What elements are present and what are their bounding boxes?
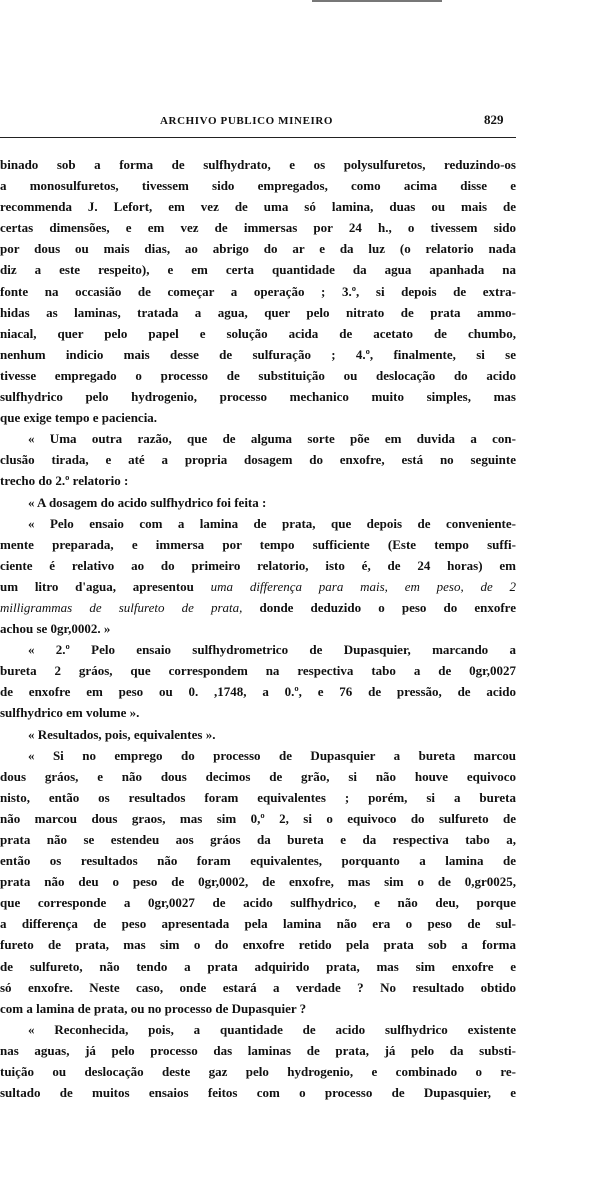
text-line: hidas as laminas, tratada a agua, quer pelo nitrato de prata ammo- (0, 304, 516, 320)
text-line: tivesse empregado o processo de substituição ou deslocação do acido (0, 367, 516, 383)
text-line: binado sob a forma de sulfhydrato, e os polysulfuretos, reduzindo-os (0, 157, 516, 172)
text-line: « Si no emprego do processo de Dupasquier a bureta marcou (28, 747, 516, 763)
text-line: que corresponde a 0gr,0027 de acido sulfhydrico, e não deu, porque (0, 895, 516, 911)
text-line: niacal, quer pelo papel e solução acida de acetato de chumbo, (0, 325, 516, 341)
scan-edge-mark (312, 0, 442, 2)
text-line: nenhum indicio mais desse de sulfuração ; 4.º, finalmente, si se (0, 346, 516, 362)
text-line: fonte na occasião de começar a operação ; 3.º, si depois de extra- (0, 283, 516, 299)
text-line: « Pelo ensaio com a lamina de prata, que depois de conveniente- (28, 515, 516, 531)
page-number: 829 (484, 112, 504, 127)
text-line: a monosulfuretos, tivessem sido empregados, como acima disse e (0, 178, 516, 194)
text-line: clusão tirada, e até a propria dosagem do enxofre, está no seguinte (0, 452, 516, 468)
text-line: sultado de muitos ensaios feitos com o processo de Dupasquier, e (0, 1085, 516, 1101)
text-line: por dous ou mais dias, ao abrigo do ar e da luz (o relatorio nada (0, 241, 516, 257)
text-line: nisto, então os resultados foram equivalentes ; porém, si a bureta (0, 789, 516, 805)
text-line: diz a este respeito), e em certa quantidade da agua apanhada na (0, 262, 516, 278)
italic-run: milligrammas de sulfureto de prata, (0, 599, 243, 615)
text-line: « Reconhecida, pois, a quantidade de acido sulfhydrico existente (28, 1021, 516, 1037)
text-line: trecho do 2.º relatorio : (0, 473, 129, 489)
text-line: recommenda J. Lefort, em vez de uma só lamina, duas ou mais de (0, 199, 516, 215)
header-rule (0, 137, 516, 138)
text-line: fureto de prata, mas sim o do enxofre retido pela prata sob a forma (0, 937, 516, 953)
text-line: mente preparada, e immersa por tempo sufficiente (Este tempo suffi- (0, 536, 516, 552)
body-text (0, 154, 516, 1103)
text-line: dous gráos, e não dous decimos de grão, si não houve equivoco (0, 768, 516, 784)
text-line: achou se 0gr,0002. » (0, 621, 111, 637)
text-line: nas aguas, já pelo processo das laminas de prata, já pelo da substi- (0, 1042, 516, 1058)
text-line: sulfhydrico em volume ». (0, 705, 140, 721)
text-line: com a lamina de prata, ou no processo de Dupasquier ? (0, 1000, 307, 1016)
text-line: não marcou dous graos, mas sim 0,º 2, si o equivoco do sulfureto de (0, 810, 516, 826)
text-line: que exige tempo e paciencia. (0, 410, 158, 426)
text-line: prata não se estendeu aos gráos da bureta e da respectiva tabo a, (0, 832, 516, 847)
text-line: só enxofre. Neste caso, onde estará a verdade ? No resultado obtido (0, 979, 516, 995)
text-line: então os resultados não foram equivalentes, porquanto a lamina de (0, 853, 516, 869)
text-line-italic-run: um litro d'agua, apresentou uma differença para mais, em peso, de 2 (0, 578, 516, 594)
text-line: tuição ou deslocação deste gaz pelo hydrogenio, e combinado o re- (0, 1064, 516, 1080)
page-header (0, 112, 516, 132)
running-title: ARCHIVO PUBLICO MINEIRO (160, 115, 334, 127)
text-line: de enxofre em peso ou 0. ,1748, a 0.º, e 76 de pressão, de acido (0, 684, 516, 700)
text-line: sulfhydrico pelo hydrogenio, processo mechanico muito simples, mas (0, 389, 516, 405)
text-line: de sulfureto, não tendo a prata adquirido prata, mas sim enxofre e (0, 958, 516, 974)
text-line: certas dimensões, e em vez de immersas por 24 h., o tivessem sido (0, 220, 516, 236)
text-line: « 2.º Pelo ensaio sulfhydrometrico de Dupasquier, marcando a (28, 642, 516, 658)
text-line: ciente é relativo ao do primeiro relatorio, isto é, de 24 horas) em (0, 557, 516, 573)
text-line-italic-run: milligrammas de sulfureto de prata, donde deduzido o peso do enxofre (0, 599, 516, 615)
text-line: bureta 2 gráos, que correspondem na respectiva tabo a de 0gr,0027 (0, 663, 516, 679)
text-line: a differença de peso apresentada pela lamina não era o peso de sul- (0, 916, 516, 932)
italic-run: uma differença para mais, em peso, de 2 (210, 578, 516, 594)
text-line: « Uma outra razão, que de alguma sorte põe em duvida a con- (28, 431, 516, 447)
text-line: « A dosagem do acido sulfhydrico foi feita : (28, 494, 267, 510)
text-line: prata não deu o peso de 0gr,0002, de enxofre, mas sim o de 0,gr0025, (0, 874, 516, 890)
text-line: « Resultados, pois, equivalentes ». (28, 726, 216, 742)
